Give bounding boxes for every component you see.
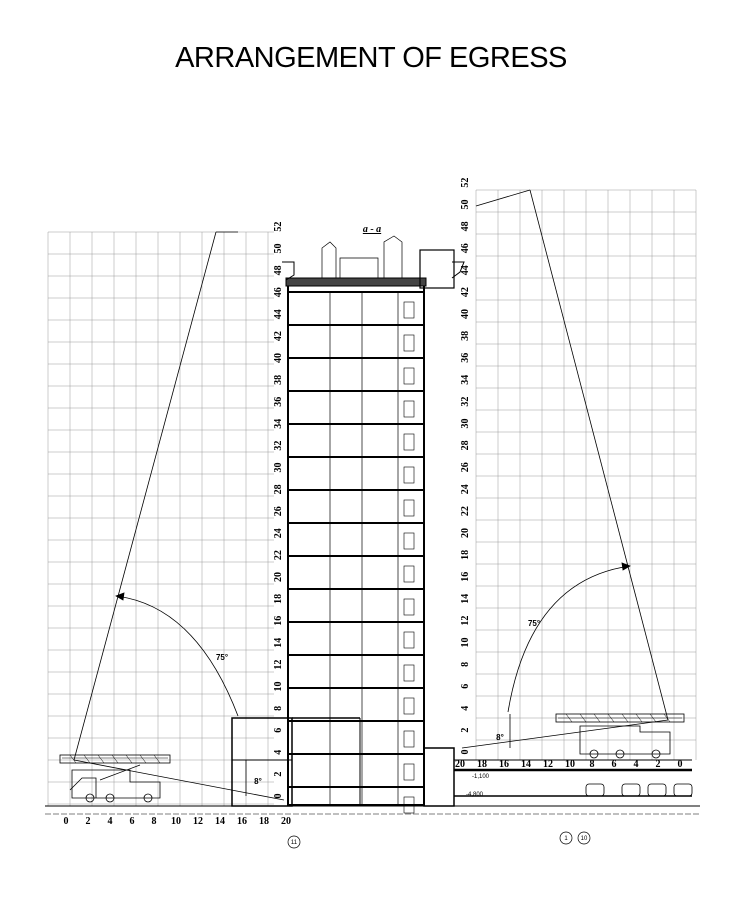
hscale-left-tick: 16 xyxy=(237,816,247,827)
right-tilt-label: 8° xyxy=(496,733,504,742)
vscale-right-tick: 2 xyxy=(460,727,471,733)
hscale-left-tick: 12 xyxy=(193,816,203,827)
hscale-right-tick: 6 xyxy=(611,759,617,770)
vscale-left-tick: 24 xyxy=(273,528,284,539)
vscale-right-tick: 36 xyxy=(460,352,471,363)
left-grid xyxy=(48,232,274,806)
section-label: a - a xyxy=(362,224,382,235)
vscale-left-tick: 12 xyxy=(273,659,284,670)
roof-equipment xyxy=(322,236,402,278)
vscale-right-tick: 22 xyxy=(460,506,471,517)
vscale-left-tick: 48 xyxy=(273,265,284,276)
level-label-2: -4,800 xyxy=(466,792,484,798)
vscale-left-tick: 30 xyxy=(273,462,284,473)
vscale-right-tick: 6 xyxy=(460,683,471,689)
hscale-right-tick: 18 xyxy=(477,759,487,770)
vscale-left-tick: 20 xyxy=(273,572,284,582)
vscale-left-tick: 50 xyxy=(273,243,284,254)
vscale-right-tick: 42 xyxy=(460,287,471,298)
axis-markers xyxy=(288,832,590,848)
left-ladder xyxy=(74,232,284,800)
vscale-right-tick: 30 xyxy=(460,418,471,429)
vscale-left-tick: 42 xyxy=(273,331,284,342)
vscale-left-tick: 32 xyxy=(273,440,284,451)
vscale-right-tick: 14 xyxy=(460,593,471,604)
axis-marker-2: 1 xyxy=(564,836,568,842)
vscale-right-tick: 44 xyxy=(460,265,471,276)
hscale-right-tick: 20 xyxy=(455,759,465,770)
right-horizontal-scale xyxy=(455,759,683,770)
right-vertical-scale xyxy=(460,178,471,755)
vscale-left-tick: 46 xyxy=(273,287,284,298)
partitions xyxy=(330,292,398,806)
hscale-left-tick: 2 xyxy=(85,816,91,827)
right-angle-label: 75° xyxy=(527,619,541,628)
vscale-right-tick: 20 xyxy=(460,528,471,538)
left-tilt-label: 8° xyxy=(254,777,262,786)
vscale-left-tick: 26 xyxy=(273,506,284,517)
axis-marker-3: 10 xyxy=(580,836,588,842)
hscale-right-tick: 10 xyxy=(565,759,575,770)
vscale-left-tick: 44 xyxy=(273,309,284,320)
hscale-right-tick: 12 xyxy=(543,759,553,770)
right-angle-arc xyxy=(508,566,630,712)
hscale-right-tick: 4 xyxy=(633,759,639,770)
vscale-right-tick: 26 xyxy=(460,462,471,473)
vscale-right-tick: 34 xyxy=(460,374,471,385)
right-grid xyxy=(476,190,696,760)
vscale-right-tick: 8 xyxy=(460,661,471,667)
hscale-left-tick: 0 xyxy=(63,816,69,827)
vscale-right-tick: 48 xyxy=(460,221,471,232)
hscale-left-tick: 14 xyxy=(215,816,225,827)
vscale-left-tick: 34 xyxy=(273,418,284,429)
vscale-right-tick: 0 xyxy=(460,749,471,755)
left-angle-label: 75° xyxy=(215,653,229,662)
vscale-right-tick: 18 xyxy=(460,549,471,560)
hscale-right-tick: 0 xyxy=(677,759,683,770)
hscale-left-tick: 4 xyxy=(107,816,113,827)
hscale-right-tick: 16 xyxy=(499,759,509,770)
vscale-left-tick: 18 xyxy=(273,593,284,604)
parked-cars xyxy=(586,784,692,796)
vscale-right-tick: 38 xyxy=(460,330,471,341)
vscale-right-tick: 32 xyxy=(460,396,471,407)
vscale-left-tick: 52 xyxy=(273,221,284,232)
hscale-right-tick: 8 xyxy=(589,759,595,770)
vscale-left-tick: 36 xyxy=(273,396,284,407)
vscale-right-tick: 40 xyxy=(460,309,471,319)
hscale-left-tick: 6 xyxy=(129,816,135,827)
vscale-left-tick: 22 xyxy=(273,550,284,561)
vscale-left-tick: 38 xyxy=(273,374,284,385)
vscale-right-tick: 50 xyxy=(460,199,471,210)
hscale-left-tick: 8 xyxy=(151,816,157,827)
vscale-right-tick: 12 xyxy=(460,615,471,626)
hscale-right-tick: 14 xyxy=(521,759,531,770)
vscale-left-tick: 0 xyxy=(273,793,284,799)
vscale-left-tick: 4 xyxy=(273,749,284,755)
left-fire-truck xyxy=(60,755,170,802)
vscale-right-tick: 46 xyxy=(460,243,471,254)
left-vertical-scale xyxy=(273,222,284,799)
vscale-right-tick: 4 xyxy=(460,705,471,711)
vscale-left-tick: 16 xyxy=(273,615,284,626)
right-ladder xyxy=(462,190,668,748)
hscale-right-tick: 2 xyxy=(655,759,661,770)
hscale-left-tick: 20 xyxy=(281,816,291,827)
left-horizontal-scale xyxy=(64,816,292,827)
vscale-right-tick: 24 xyxy=(460,484,471,495)
building-section xyxy=(232,236,464,813)
vscale-right-tick: 10 xyxy=(460,637,471,648)
roof xyxy=(286,278,426,286)
axis-marker-1: 11 xyxy=(290,840,298,846)
floor-slabs xyxy=(288,292,424,813)
vscale-left-tick: 28 xyxy=(273,484,284,495)
page-title: ARRANGEMENT OF EGRESS xyxy=(175,42,567,74)
vscale-left-tick: 2 xyxy=(273,771,284,777)
vscale-left-tick: 8 xyxy=(273,705,284,711)
vscale-left-tick: 40 xyxy=(273,353,284,363)
vscale-left-tick: 14 xyxy=(273,637,284,648)
hscale-left-tick: 18 xyxy=(259,816,269,827)
vscale-left-tick: 6 xyxy=(273,727,284,733)
vscale-left-tick: 10 xyxy=(273,681,284,692)
vscale-right-tick: 28 xyxy=(460,440,471,451)
tower xyxy=(288,285,424,805)
right-annex xyxy=(424,748,454,806)
hscale-left-tick: 10 xyxy=(171,816,181,827)
vscale-right-tick: 52 xyxy=(460,177,471,188)
level-label-1: -1,100 xyxy=(472,774,490,780)
vscale-right-tick: 16 xyxy=(460,571,471,582)
